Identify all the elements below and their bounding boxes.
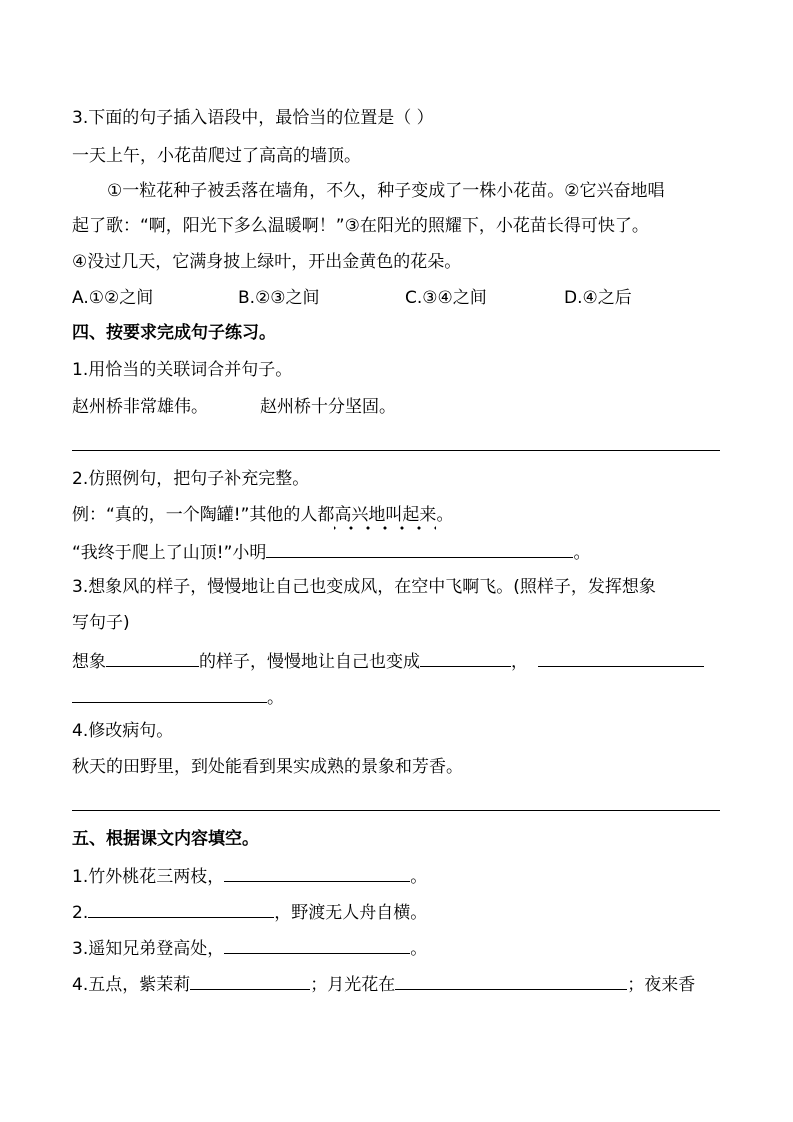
s4-q1-title: 1.用恰当的关联词合并句子。: [72, 360, 293, 380]
s4-q2-example-end: 。: [436, 505, 454, 525]
s5-line-3: [72, 935, 427, 961]
q3-option-a[interactable]: A.①②之间: [72, 288, 154, 308]
q3-option-b[interactable]: B.②③之间: [238, 288, 320, 308]
s4-q3-blank-3[interactable]: [538, 648, 704, 667]
q3-option-c[interactable]: C.③④之间: [405, 288, 487, 308]
s5-l1-prefix: 1.竹外桃花三两枝，: [72, 867, 225, 887]
s4-q2-example: [72, 503, 453, 527]
s5-l4-blank-1[interactable]: [190, 971, 310, 990]
s4-q3-fill-end: 。: [267, 688, 284, 708]
s4-q1-sentence-a: 赵州桥非常雄伟。: [72, 397, 208, 417]
s4-q2-example-prefix: 例：“真的，一个陶罐!”其他的人都: [72, 505, 335, 525]
s5-l3-prefix: 3.遥知兄弟登高处，: [72, 939, 225, 959]
s5-l1-blank[interactable]: [224, 863, 410, 882]
s4-q4-title: 4.修改病句。: [72, 721, 174, 741]
s4-q2-task-prefix: “我终于爬上了山顶!”小明: [72, 543, 267, 563]
s4-q3-fill-b: 的样子，慢慢地让自己也变成: [199, 652, 420, 672]
s5-l4-blank-2[interactable]: [395, 971, 627, 990]
s5-l2-end: ，野渡无人舟自横。: [274, 903, 428, 923]
s4-q3-title-line-1: 3.想象风的样子，慢慢地让自己也变成风，在空中飞啊飞。(照样子，发挥想象: [72, 577, 656, 597]
s5-l2-prefix: 2.: [72, 903, 89, 923]
s5-l4-end: ；夜来香: [627, 975, 696, 995]
s5-l1-end: 。: [410, 867, 428, 887]
q3-passage-line-2: 起了歌：“啊，阳光下多么温暖啊！”③在阳光的照耀下，小花苗长得可快了。: [72, 216, 649, 236]
s4-q3-fill-line-2: [72, 684, 284, 710]
s5-l4-mid: ；月光花在: [310, 975, 396, 995]
section-5-heading: 五、根据课文内容填空。: [72, 829, 259, 849]
s4-q2-task-end: 。: [573, 543, 591, 563]
s4-q3-fill-line: [72, 648, 704, 674]
s4-q1-sentence-b: 赵州桥十分坚固。: [260, 397, 396, 417]
q3-option-d[interactable]: D.④之后: [564, 288, 632, 308]
s5-line-1: [72, 863, 427, 889]
q3-title: 3.下面的句子插入语段中，最恰当的位置是（ ）: [72, 108, 434, 128]
s5-l4-prefix: 4.五点，紫茉莉: [72, 975, 191, 995]
s4-q4-sentence: 秋天的田野里，到处能看到果实成熟的景象和芳香。: [72, 757, 463, 777]
q3-passage-line-1: ①一粒花种子被丢落在墙角，不久，种子变成了一株小花苗。②它兴奋地唱: [107, 181, 665, 201]
s5-l3-blank[interactable]: [224, 935, 410, 954]
s4-q3-blank-2[interactable]: [420, 648, 511, 667]
s4-q2-example-dotted: 高兴地叫起来: [334, 505, 436, 531]
s4-q2-task: [72, 539, 590, 565]
s5-l2-blank[interactable]: [88, 899, 274, 918]
s4-q3-fill-a: 想象: [72, 652, 106, 672]
q3-insert-sentence: 一天上午，小花苗爬过了高高的墙顶。: [72, 146, 361, 166]
s4-q3-title-line-2: 写句子): [72, 613, 130, 633]
s4-q2-task-blank[interactable]: [266, 539, 573, 558]
s4-q4-answer-line[interactable]: [72, 810, 720, 811]
s4-q3-blank-4[interactable]: [72, 684, 267, 703]
q3-passage-line-3: ④没过几天，它满身披上绿叶，开出金黄色的花朵。: [72, 252, 462, 272]
s5-line-4: [72, 971, 695, 997]
s5-l3-end: 。: [410, 939, 428, 959]
s4-q1-sentences: [72, 395, 396, 419]
s4-q1-answer-line[interactable]: [72, 450, 720, 451]
section-4-heading: 四、按要求完成句子练习。: [72, 323, 276, 343]
s4-q3-blank-1[interactable]: [106, 648, 199, 667]
s5-line-2: [72, 899, 427, 925]
s4-q2-title: 2.仿照例句，把句子补充完整。: [72, 469, 310, 489]
s4-q3-fill-c: ，: [511, 652, 528, 672]
